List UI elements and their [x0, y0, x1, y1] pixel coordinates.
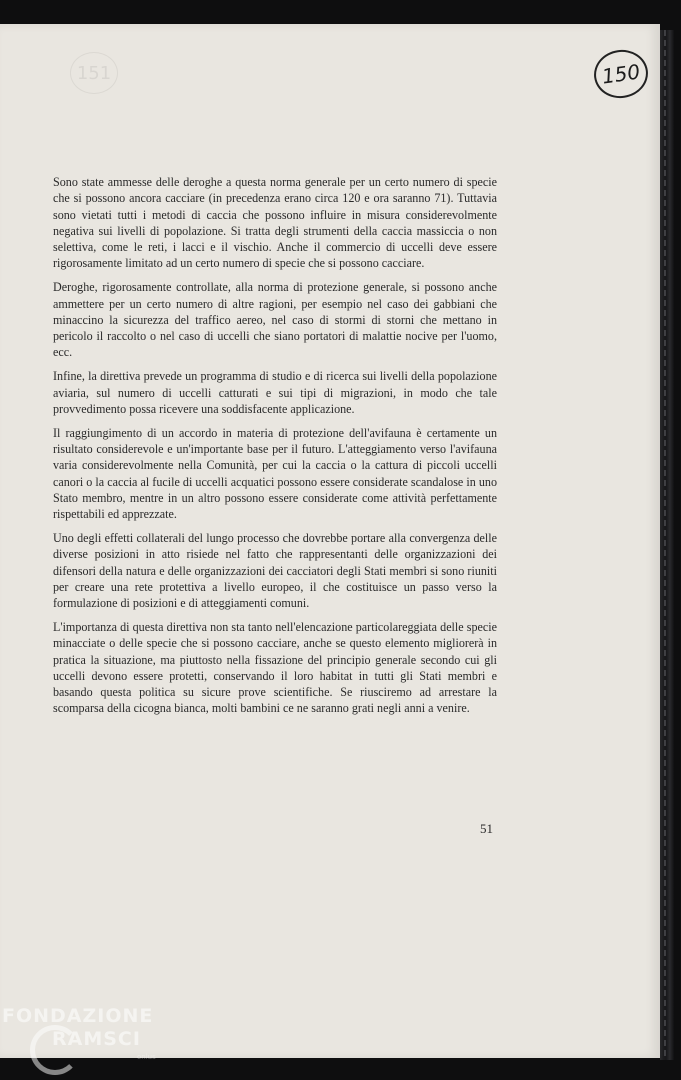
- paragraph-3: Infine, la direttiva prevede un programma di studio e di ricerca sui livelli della popolazione aviaria, sul numero di uccelli catturati e sui tipi di migrazioni, in modo che tale provvedimento possa ricevere una soddisfacente applicazione.: [53, 369, 497, 416]
- watermark-sub: onlus: [137, 1053, 156, 1061]
- paragraph-6: L'importanza di questa direttiva non sta tanto nell'elencazione particolareggiata delle specie minacciate o delle specie che si possono cacciare, anche se questo elemento migliorerà in pratica la situazione, ma piuttosto nella fissazione del principio generale secondo cui gli uccelli devono essere protetti, conservando il loro habitat in tutti gli Stati membri e basando questa politica su sicure prove scientifiche. Se riusciremo ad arrestare la scomparsa della cicogna bianca, molti bambini ce ne saranno grati negli anni a venire.: [53, 619, 497, 716]
- fondazione-gramsci-watermark: [2, 1005, 156, 1061]
- page-number: 51: [480, 821, 493, 836]
- paragraph-5: Uno degli effetti collaterali del lungo processo che dovrebbe portare alla convergenza delle diverse posizioni in atto risiede nel fatto che rappresentanti delle organizzazioni dei difensori della natura e delle organizzazioni dei cacciatori degli Stati membri si sono riuniti per creare una rete protettiva a livello europeo, il che costituisce un passo verso la formulazione di posizioni e di atteggiamenti comuni.: [53, 530, 497, 611]
- faint-stamp: 151: [70, 52, 118, 94]
- watermark-line1: FONDAZIONE: [2, 1005, 154, 1027]
- body-text: [53, 174, 497, 724]
- paragraph-2: Deroghe, rigorosamente controllate, alla norma di protezione generale, si possono anche ammettere per un certo numero di altre ragioni, per esempio nel caso dei gabbiani che minaccino la sicurezza del traffico aereo, nel caso di stormi di storni che mettano in pericolo il raccolto o nel caso di uccelli che siano portatori di malattie nocive per l'uomo, ecc.: [53, 280, 497, 360]
- binder-edge: [660, 30, 674, 1060]
- paragraph-1: Sono state ammesse delle deroghe a questa norma generale per un certo numero di specie che si possono ancora cacciare (in precedenza erano circa 120 e ora saranno 71). Tuttavia sono vietati tutti i metodi di caccia che possono influire in misura considerevolmente negativa sui livelli di popolazione. Si tratta degli strumenti della caccia massiccia o non selettiva, come le reti, i lacci e il vischio. Anche il commercio di uccelli deve essere rigorosamente limitato ad un certo numero di specie che si possono cacciare.: [53, 175, 497, 271]
- watermark-line2: RAMSCI: [52, 1028, 141, 1050]
- handwritten-folio-number: 150: [591, 46, 651, 101]
- paragraph-4: Il raggiungimento di un accordo in materia di protezione dell'avifauna è certamente un risultato considerevole e un'importante base per il futuro. L'atteggiamento verso l'avifauna varia considerevolmente nella Comunità, per cui la caccia o la cattura di piccoli uccelli canori o la caccia al fucile di uccelli acquatici possono essere considerate scandalose in uno Stato membro, mentre in un altro possono essere considerate come attività perfettamente rispettabili ed apprezzate.: [53, 425, 497, 522]
- watermark-g-logo-icon: [30, 1025, 80, 1075]
